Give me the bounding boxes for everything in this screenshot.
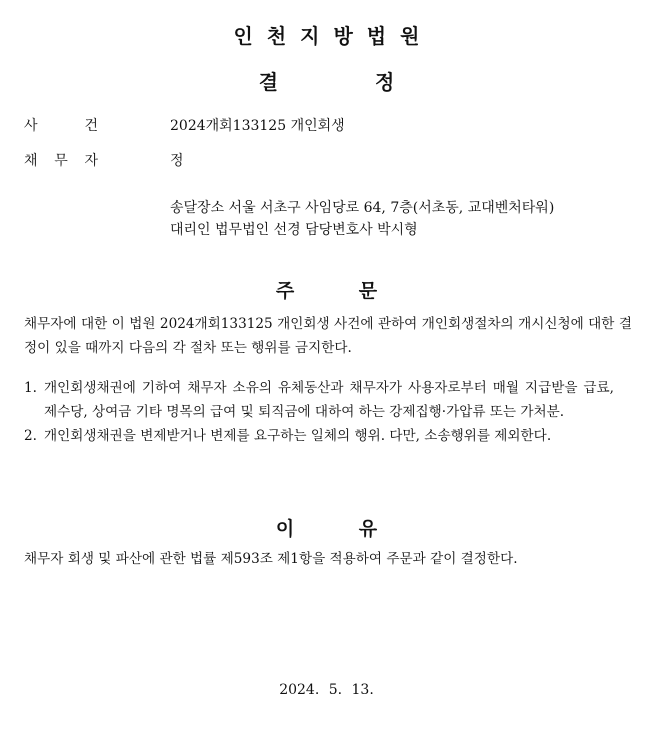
order-item-text: 개인회생채권을 변제받거나 변제를 요구하는 일체의 행위. 다만, 소송행위를 제외한다. (44, 428, 552, 444)
reason-text: 채무자 회생 및 파산에 관한 법률 제593조 제1항을 적용하여 주문과 같이 결정한다. (24, 551, 518, 567)
order-list (24, 376, 614, 448)
order-item (24, 376, 614, 424)
legal-agent: 대리인 법무법인 선경 담당변호사 박시형 (170, 222, 418, 238)
document-title: 결 정 (258, 70, 395, 94)
reason-heading: 이 유 (275, 518, 378, 540)
order-item (24, 424, 614, 448)
order-item-number: 1. (24, 380, 37, 396)
order-intro: 채무자에 대한 이 법원 2024개회133125 개인회생 사건에 관하여 개인회생절차의 개시신청에 대한 결정이 있을 때까지 다음의 각 절차 또는 행위를 금지한다. (24, 316, 632, 356)
decision-date: 2024. 5. 13. (279, 682, 374, 698)
order-heading: 주 문 (275, 280, 378, 302)
order-item-text: 개인회생채권에 기하여 채무자 소유의 유체동산과 채무자가 사용자로부터 매월 지급받을 급료, 제수당, 상여금 기타 명목의 급여 및 퇴직금에 대하여 하는 강제집행·가압류 또는 가처분. (44, 380, 614, 420)
debtor-name: 정 (170, 153, 184, 169)
court-name: 인천지방법원 (233, 24, 434, 48)
case-number: 2024개회133125 개인회생 (170, 118, 345, 134)
case-label: 사 건 (24, 118, 98, 134)
order-item-number: 2. (24, 428, 37, 444)
service-address: 송달장소 서울 서초구 사임당로 64, 7층(서초동, 교대벤처타워) (170, 200, 555, 216)
debtor-label: 채 무 자 (24, 153, 98, 169)
